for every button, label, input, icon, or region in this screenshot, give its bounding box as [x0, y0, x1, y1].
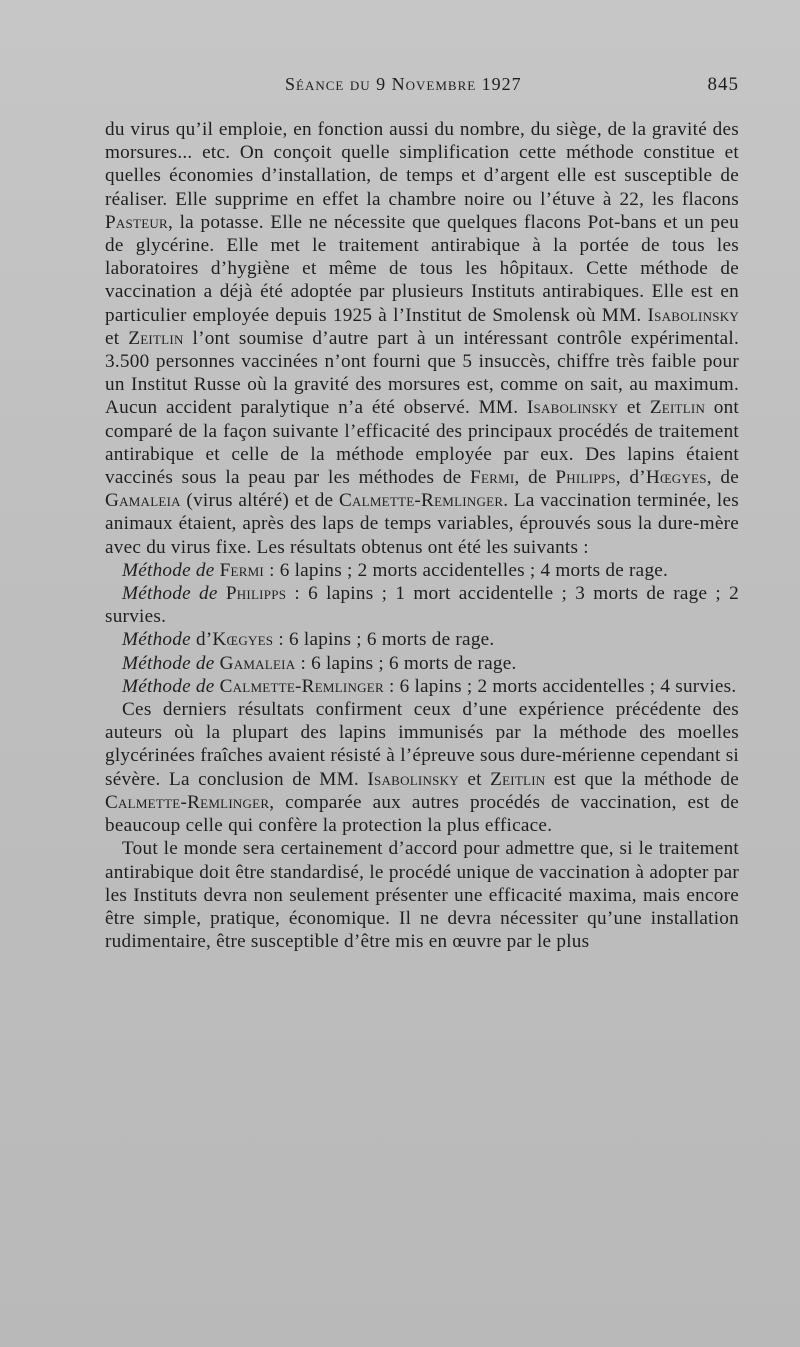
page-number: 845	[707, 74, 739, 95]
proper-name: Philipps	[555, 467, 616, 489]
proper-name: Pasteur	[105, 211, 168, 233]
proper-name: Gamaleia	[105, 490, 181, 512]
proper-name: Gamaleia	[219, 652, 296, 674]
italic-label: Méthode de	[122, 675, 215, 697]
text-run: Ces derniers résultats confirment ceux d’une expérience précédente des auteurs où la plupart des lapins immunisés par la méthode des moelles glycérinées fraîches avaient résisté à l’épreuve sous dure-mérienne cependant si sévère. La conclusion de MM.	[105, 699, 739, 790]
text-run: . La vaccination terminée, les animaux étaient, après des laps de temps variables, éprouvés sous la dure-mère avec du virus fixe. Les résultats obtenus ont été les suivants :	[105, 490, 739, 558]
text-run: l’ont soumise d’autre part à un intéressant contrôle expérimental. 3.500 personnes vaccinées n’ont fourni que 5 insuccès, chiffre très faible pour un Institut Russe où la gravité des morsures est, comme on sait, au maximum. Aucun accident paralytique n’a été observé. MM.	[105, 327, 739, 419]
text-run: Tout le monde sera certainement d’accord pour admettre que, si le traitement antirabique doit être standardisé, le procédé unique de vaccination à adopter par les Instituts devra non seulement présenter une efficacité maxima, mais encore être simple, pratique, économique. Il ne devra nécessiter qu’une installation rudimentaire, être susceptible d’être mis en œuvre par le plus	[105, 838, 739, 953]
text-run: : 6 lapins ; 2 morts accidentelles ; 4 survies.	[383, 675, 737, 697]
proper-name: Fermi	[219, 559, 265, 581]
proper-name: Philipps	[225, 583, 287, 605]
text-run: ont comparé de la façon suivante l’efficacité des principaux procédés de traitement antirabique et celle de la méthode employée par eux. Des lapins étaient vaccinés sous la peau par les méthodes de	[105, 397, 739, 489]
proper-name: Kœgyes	[212, 629, 274, 651]
italic-label: Méthode de	[122, 583, 218, 605]
text-run: : 6 lapins ; 6 morts de rage.	[295, 652, 517, 674]
paragraph	[105, 118, 739, 559]
text-run: du virus qu’il emploie, en fonction aussi du nombre, du siège, de la gravité des morsures... etc. On conçoit quelle simplification cette méthode constitue et quelles économies d’installation, de temps et d’argent elle est susceptible de réaliser. Elle supprime en effet la chambre noire ou l’étuve à 22, les flacons	[105, 119, 739, 210]
paragraph	[105, 837, 739, 953]
text-run	[218, 583, 226, 604]
page-header	[105, 74, 739, 104]
running-title: Séance du 9 Novembre 1927	[285, 74, 522, 94]
text-run: , comparée aux autres procédés de vaccination, est de beaucoup celle qui confère la protection la plus efficace.	[105, 791, 739, 837]
proper-name: Zeitlin	[649, 397, 706, 419]
proper-name: Calmette-Remlinger	[105, 791, 270, 813]
proper-name: Calmette-Remlinger	[219, 675, 384, 697]
italic-label: Méthode de	[122, 652, 215, 674]
paragraph	[105, 698, 739, 837]
text-run: , de	[706, 467, 739, 489]
proper-name: Hœgyes	[645, 467, 707, 489]
proper-name: Zeitlin	[490, 768, 546, 790]
proper-name: Isabolinsky	[367, 768, 459, 790]
text-run: : 6 lapins ; 1 mort accidentelle ; 3 morts de rage ; 2 survies.	[105, 583, 739, 628]
italic-label: Méthode	[122, 629, 191, 651]
text-run: , d’	[615, 467, 646, 489]
proper-name: Isabolinsky	[647, 304, 739, 326]
text-run: , de	[514, 467, 556, 489]
proper-name: Calmette-Remlinger	[338, 490, 504, 512]
paragraph	[105, 652, 739, 675]
paragraph	[105, 582, 739, 628]
italic-label: Méthode de	[122, 559, 215, 581]
paragraph	[105, 628, 739, 651]
text-run: d’	[190, 629, 213, 651]
paragraph	[105, 559, 739, 582]
proper-name: Isabolinsky	[526, 397, 619, 419]
text-run: et	[458, 768, 491, 790]
text-run: est que la méthode de	[545, 768, 739, 790]
text-run: : 6 lapins ; 2 morts accidentelles ; 4 morts de rage.	[264, 559, 669, 581]
text-run: et	[618, 397, 650, 419]
body-text	[105, 118, 739, 953]
text-run: (virus altéré) et de	[180, 490, 339, 512]
paragraph	[105, 675, 739, 698]
text-run: et	[105, 327, 129, 349]
text-run: , la potasse. Elle ne nécessite que quelques flacons Pot-bans et un peu de glycérine. Elle met le traitement antirabique à la portée de tous les laboratoires d’hygiène et même de tous les hôpitaux. Cette méthode de vaccination a déjà été adoptée par plusieurs Instituts antirabiques. Elle est en particulier employée depuis 1925 à l’Institut de Smolensk où MM.	[105, 211, 739, 326]
text-run: : 6 lapins ; 6 morts de rage.	[273, 629, 495, 651]
proper-name: Fermi	[470, 467, 515, 489]
proper-name: Zeitlin	[128, 327, 184, 349]
